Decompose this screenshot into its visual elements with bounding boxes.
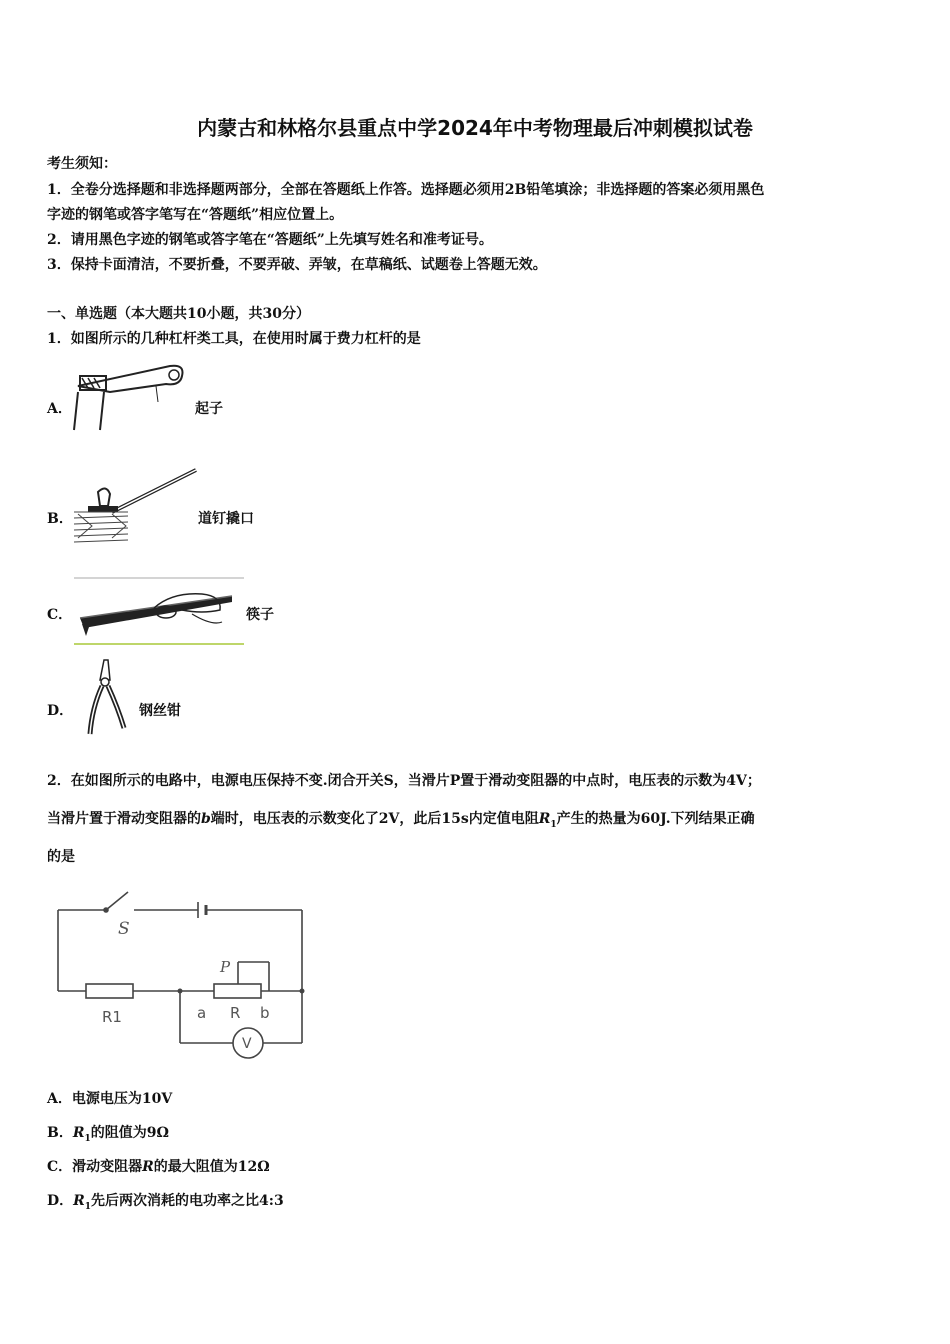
q2-answer-c: C．滑动变阻器R的最大阻值为12Ω	[47, 1159, 270, 1175]
page-title: 内蒙古和林格尔县重点中学2024年中考物理最后冲刺模拟试卷	[197, 116, 753, 140]
section-heading: 一、单选题（本大题共10小题，共30分）	[47, 306, 310, 322]
q1-option-c-label: 筷子	[246, 607, 274, 623]
notice-line-3: 2．请用黑色字迹的钢笔或答字笔在“答题纸”上先填写姓名和准考证号。	[47, 232, 493, 248]
notice-line-1: 1．全卷分选择题和非选择题两部分，全部在答题纸上作答。选择题必须用2B铅笔填涂；非选择题的答案必须用黑色	[47, 182, 765, 198]
r1-label: R1	[102, 1008, 122, 1026]
voltmeter-label: V	[242, 1036, 252, 1052]
q1-option-c-letter: C．	[47, 607, 73, 623]
q2-answer-d: D．$R_1$先后两次消耗的电功率之比4:3	[47, 1193, 284, 1212]
rheostat-label: R	[230, 1004, 241, 1022]
notice-heading: 考生须知：	[47, 156, 117, 172]
circuit-diagram	[50, 884, 310, 1064]
terminal-b-label: b	[260, 1004, 270, 1022]
bottle-opener-icon	[70, 358, 190, 438]
q1-option-a-letter: A．	[47, 401, 72, 417]
slider-label: P	[220, 958, 231, 976]
notice-line-4: 3．保持卡面清洁，不要折叠，不要弄破、弄皱，在草稿纸、试题卷上答题无效。	[47, 257, 547, 273]
q1-option-b-letter: B．	[47, 511, 73, 527]
q2-line-1: 2．在如图所示的电路中，电源电压保持不变.闭合开关S，当滑片P置于滑动变阻器的中点时，电压表的示数为4V；	[47, 773, 761, 789]
pliers-icon	[84, 658, 130, 738]
notice-line-2: 字迹的钢笔或答字笔写在“答题纸”相应位置上。	[47, 207, 344, 223]
rail-lever-icon	[72, 466, 202, 550]
terminal-a-label: a	[197, 1004, 207, 1022]
q2-line-2: 当滑片置于滑动变阻器的b端时，电压表的示数变化了2V，此后15s内定值电阻$R_1$产生的热量为60J.下列结果正确	[47, 811, 755, 830]
q1-stem: 1．如图所示的几种杠杆类工具，在使用时属于费力杠杆的是	[47, 331, 421, 347]
q1-option-d-letter: D．	[47, 703, 74, 719]
q1-option-d-label: 钢丝钳	[139, 703, 181, 719]
q2-answer-b: B．$R_1$的阻值为9Ω	[47, 1125, 169, 1144]
q2-line-3: 的是	[47, 849, 75, 865]
chopsticks-icon	[72, 574, 248, 648]
q1-option-a-label: 起子	[195, 401, 223, 417]
q2-answer-a: A．电源电压为10V	[47, 1091, 173, 1107]
switch-label: S	[118, 919, 130, 939]
q1-option-b-label: 道钉撬口	[198, 511, 254, 527]
